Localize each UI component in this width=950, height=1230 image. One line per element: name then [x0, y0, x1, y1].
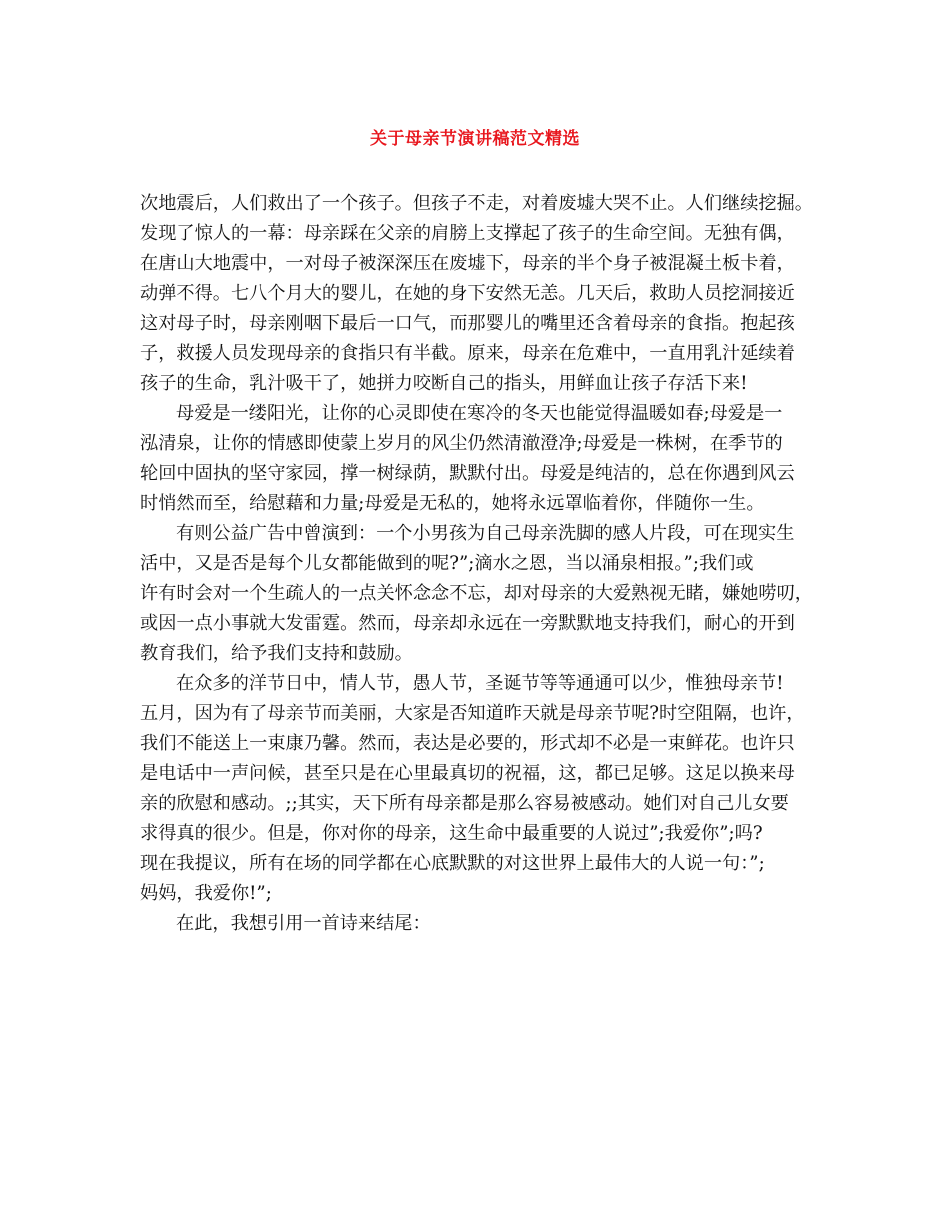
body-line: 有则公益广告中曾演到：一个小男孩为自己母亲洗脚的感人片段，可在现实生 — [176, 523, 795, 544]
body-line: 子，救援人员发现母亲的食指只有半截。原来，母亲在危难中，一直用乳汁延续着 — [140, 343, 795, 364]
body-line: 发现了惊人的一幕：母亲踩在父亲的肩膀上支撑起了孩子的生命空间。无独有偶， — [140, 223, 795, 244]
body-line: 妈妈，我爱你!”; — [140, 883, 272, 904]
body-line: 求得真的很少。但是，你对你的母亲，这生命中最重要的人说过”;我爱你”;吗? — [140, 823, 763, 844]
body-line: 许有时会对一个生疏人的一点关怀念念不忘，却对母亲的大爱熟视无睹，嫌她唠叨， — [140, 583, 813, 604]
body-line: 五月，因为有了母亲节而美丽，大家是否知道昨天就是母亲节呢?时空阻隔，也许， — [140, 703, 805, 724]
document-title: 关于母亲节演讲稿范文精选 — [370, 129, 580, 149]
body-line: 在唐山大地震中，一对母子被深深压在废墟下，母亲的半个身子被混凝土板卡着， — [140, 253, 795, 274]
body-line: 轮回中固执的坚守家园，撑一树绿荫，默默付出。母爱是纯洁的，总在你遇到风云 — [140, 463, 795, 484]
body-line: 教育我们，给予我们支持和鼓励。 — [140, 643, 413, 664]
body-line: 现在我提议，所有在场的同学都在心底默默的对这世界上最伟大的人说一句：”; — [140, 853, 765, 874]
body-line: 亲的欣慰和感动。;;其实，天下所有母亲都是那么容易被感动。她们对自己儿女要 — [140, 793, 789, 814]
body-line: 在众多的洋节日中，情人节，愚人节，圣诞节等等通通可以少，惟独母亲节! — [176, 673, 784, 694]
body-line: 这对母子时，母亲刚咽下最后一口气，而那婴儿的嘴里还含着母亲的食指。抱起孩 — [140, 313, 795, 334]
document-body — [140, 189, 830, 939]
body-line: 我们不能送上一束康乃馨。然而，表达是必要的，形式却不必是一束鲜花。也许只 — [140, 733, 795, 754]
body-line: 次地震后，人们救出了一个孩子。但孩子不走，对着废墟大哭不止。人们继续挖掘。 — [140, 193, 813, 214]
body-line: 在此，我想引用一首诗来结尾： — [176, 913, 431, 934]
body-line: 或因一点小事就大发雷霆。然而，母亲却永远在一旁默默地支持我们，耐心的开到 — [140, 613, 795, 634]
body-line: 动弹不得。七八个月大的婴儿，在她的身下安然无恙。几天后，救助人员挖洞接近 — [140, 283, 795, 304]
body-line: 活中，又是否是每个儿女都能做到的呢?”;滴水之恩，当以涌泉相报。”;我们或 — [140, 553, 754, 574]
body-line: 母爱是一缕阳光，让你的心灵即使在寒冷的冬天也能觉得温暖如春;母爱是一 — [176, 403, 783, 424]
body-line: 泓清泉，让你的情感即使蒙上岁月的风尘仍然清澈澄净;母爱是一株树，在季节的 — [140, 433, 783, 454]
body-line: 是电话中一声问候，甚至只是在心里最真切的祝福，这，都已足够。这足以换来母 — [140, 763, 795, 784]
body-line: 时悄然而至，给慰藉和力量;母爱是无私的，她将永远罩临着你，伴随你一生。 — [140, 493, 765, 514]
body-line: 孩子的生命，乳汁吸干了，她拼力咬断自己的指头，用鲜血让孩子存活下来! — [140, 373, 748, 394]
